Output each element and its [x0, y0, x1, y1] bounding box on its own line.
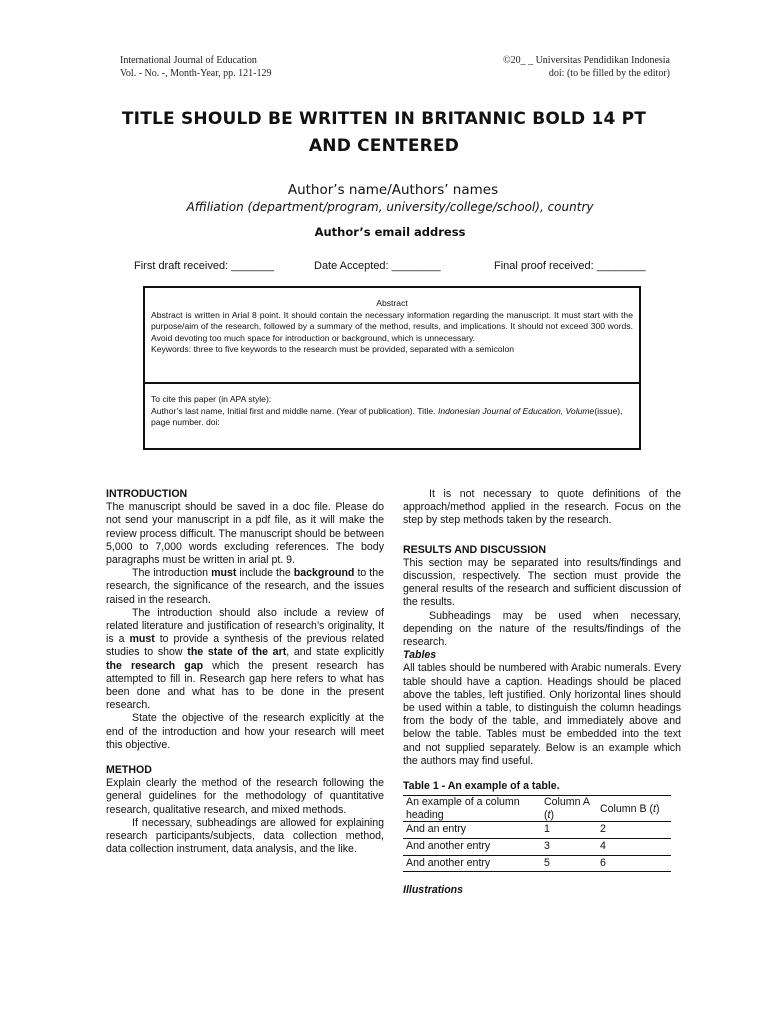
keywords: Keywords: three to five keywords to the research must be provided, separated with a semicolon	[151, 344, 515, 355]
intro-paragraph-4: State the objective of the research explicitly at the end of the introduction and how your research will meet this objective.	[106, 712, 384, 751]
abstract-box	[143, 286, 641, 384]
tables-subheading: Tables	[403, 649, 437, 662]
journal-name: International Journal of Education	[120, 55, 257, 66]
citation-journal: Indonesian Journal of Education,	[437, 405, 564, 416]
intro-p3-state: the state of the art	[187, 646, 287, 659]
intro-p3-d: which the present research has attempted to fill in. Research gap here refers to what has been done and what has to be done in the present research.	[106, 659, 384, 712]
table-header-row	[403, 796, 671, 822]
table-header-col3	[597, 796, 671, 822]
col3-close: )	[655, 802, 660, 815]
table-cell: 4	[597, 839, 671, 856]
table-caption	[403, 780, 681, 793]
intro-paragraph-2	[106, 567, 384, 607]
citation-box	[143, 384, 641, 450]
intro-paragraph-1: The manuscript should be saved in a doc file. Please do not send your manuscript in a pdf file, as it will make the review process difficult. The manuscript should be between 5,000 to 7,000 words excluding references. The body paragraphs must be written in arial pt. 9.	[106, 501, 384, 567]
example-table	[403, 795, 671, 872]
paper-title	[90, 106, 678, 160]
first-draft-date: First draft received: _______	[134, 260, 275, 272]
col3-label: Column B (	[600, 802, 653, 815]
table-row	[403, 822, 671, 839]
copyright: ©20_ _ Universitas Pendidikan Indonesia	[502, 55, 670, 66]
illustrations-subheading: Illustrations	[403, 884, 464, 897]
final-proof-date: Final proof received: ________	[494, 260, 646, 272]
intro-p2-b: include the	[239, 567, 291, 580]
table-header-col2	[541, 796, 597, 822]
left-column	[106, 488, 384, 856]
tables-paragraph: All tables should be numbered with Arabic numerals. Every table should have a caption. Headings should be placed above the tables, left justified. Only horizontal lines should be used within a table, to distinguish the column headings from the body of the table, and immediately above and below the table. Tables must be embedded into the text and not supplied separately. Below is an example which the authors may find useful.	[403, 662, 681, 767]
table-caption-label: Table 1	[403, 780, 439, 793]
right-column	[403, 488, 681, 897]
col2-t: t	[547, 808, 551, 821]
running-header-right	[503, 54, 670, 80]
table-cell: And another entry	[403, 855, 541, 872]
method-paragraph-1: Explain clearly the method of the research following the general guidelines for the methodology of quantitative research, qualitative research, and mixed methods.	[106, 777, 384, 816]
table-cell: 1	[541, 822, 597, 839]
citation-lead: To cite this paper (in APA style):	[151, 394, 272, 404]
intro-p3-must: must	[129, 633, 155, 646]
author-names: Author’s name/Authors’ names	[287, 182, 499, 198]
table-cell: 6	[597, 855, 671, 872]
intro-p3-b: to provide a synthesis of the previous related studies to show	[106, 633, 384, 659]
intro-paragraph-3	[106, 607, 384, 713]
author-email: Author’s email address	[314, 225, 466, 239]
introduction-heading: INTRODUCTION	[106, 488, 188, 500]
method-heading: METHOD	[106, 764, 152, 777]
volume-info: Vol. - No. -, Month-Year, pp. 121-129	[120, 68, 272, 79]
intro-p2-c: to the research, the significance of the research, and the issues raised in the research.	[106, 567, 385, 606]
title-line-2: AND CENTERED	[308, 136, 460, 156]
citation-volume: Volume	[565, 405, 595, 416]
table-cell: And an entry	[403, 822, 541, 839]
intro-p2-must: must	[211, 567, 237, 580]
results-heading: RESULTS AND DISCUSSION	[403, 543, 547, 556]
results-paragraph-2: Subheadings may be used when necessary, depending on the nature of the results/findings of the research.	[403, 609, 681, 649]
col3-t: t	[652, 802, 656, 815]
affiliation: Affiliation (department/program, university/college/school), country	[186, 200, 594, 214]
accepted-date: Date Accepted: ________	[314, 260, 441, 272]
table-caption-text: - An example of a table.	[438, 780, 560, 793]
method-paragraph-2: If necessary, subheadings are allowed for explaining research participants/subjects, data collection method, data collection instrument, data analysis, and the like.	[106, 816, 384, 856]
intro-p3-gap: the research gap	[106, 659, 204, 672]
citation-text-a: Author’s last name, Initial first and middle name. (Year of publication). Title.	[151, 405, 436, 416]
title-line-1: TITLE SHOULD BE WRITTEN IN BRITANNIC BOLD 14 PT	[121, 109, 647, 129]
abstract-heading: Abstract	[376, 298, 408, 308]
table-cell: And another entry	[403, 839, 541, 856]
table-cell: 3	[541, 839, 597, 856]
table-row	[403, 855, 671, 872]
table-cell: 5	[541, 855, 597, 872]
intro-p2-a: The introduction	[132, 567, 209, 580]
abstract-body: Abstract is written in Arial 8 point. It should contain the necessary information regarding the manuscript. It must start with the purpose/aim of the research, followed by a summary of the method, results, and implications. It should not exceed 300 words. Avoid devoting too much space for introduction or background, which is unnecessary.	[151, 309, 633, 343]
results-paragraph-1: This section may be separated into results/findings and discussion, respectively. The section must provide the general results of the research and sufficient discussion of the results.	[403, 556, 681, 609]
table-header-col1: An example of a column heading	[403, 796, 541, 822]
col2-close: )	[550, 808, 555, 821]
running-header-left	[120, 54, 271, 80]
table-cell: 2	[597, 822, 671, 839]
col2-label: Column A (	[544, 796, 590, 821]
right-intro-paragraph: It is not necessary to quote definitions of the approach/method applied in the research. Focus on the step by step methods taken by the research.	[403, 488, 681, 527]
table-row	[403, 839, 671, 856]
intro-p2-background: background	[293, 567, 355, 580]
intro-p3-a: The introduction should also include a review of related literature and justification of research’s originality, It is a	[106, 606, 384, 646]
intro-p3-c: , and state explicitly	[286, 646, 384, 659]
doi: doi: (to be filled by the editor)	[548, 68, 670, 79]
citation-text-b: (issue), page number. doi:	[151, 405, 623, 428]
citation-text	[151, 406, 633, 429]
